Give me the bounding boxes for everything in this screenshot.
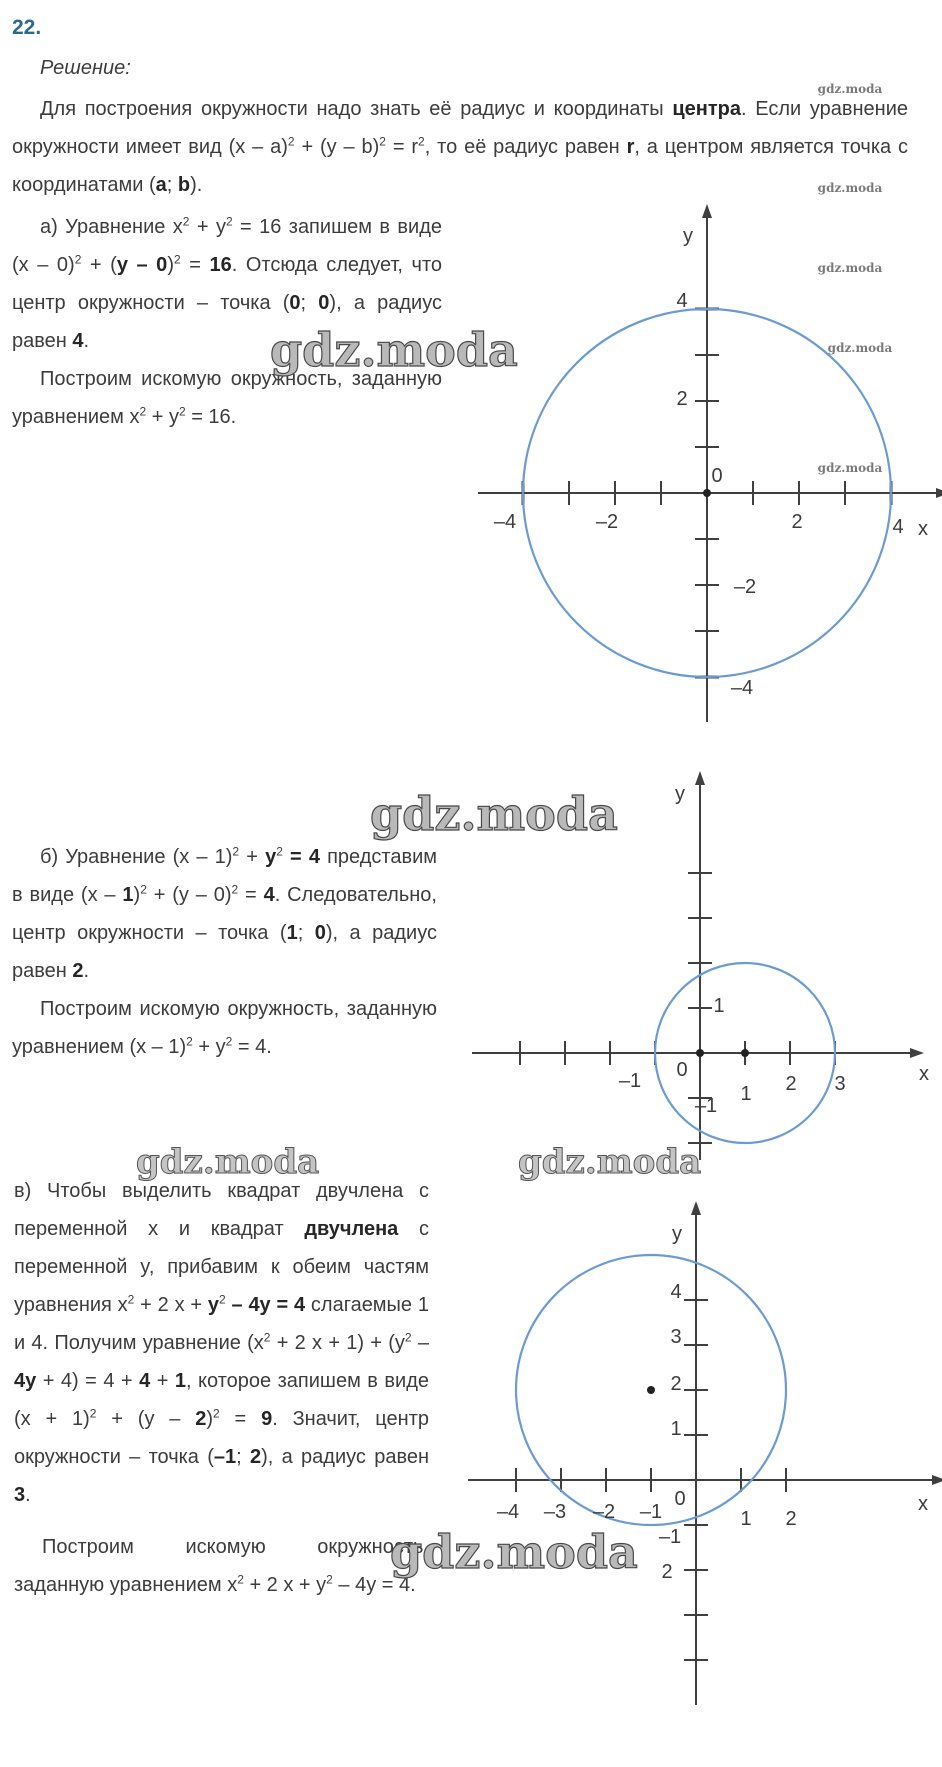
- y-tick-label: 4: [676, 290, 688, 312]
- y-tick-label: 4: [670, 1281, 682, 1303]
- x-tick-label: 2: [791, 511, 803, 533]
- watermark-small: gdz.moda: [817, 82, 883, 96]
- watermark-small: gdz.moda: [817, 181, 883, 195]
- x-tick-label: –1: [639, 1501, 663, 1523]
- origin-label: 0: [674, 1488, 686, 1510]
- watermark-big: gdz.moda: [518, 1142, 702, 1182]
- x-tick-label: 1: [740, 1083, 752, 1105]
- y-axis-arrow-icon: [691, 1201, 701, 1215]
- y-axis-arrow-icon: [702, 204, 712, 218]
- x-tick-label: 2: [785, 1508, 797, 1530]
- center-point: [647, 1386, 655, 1394]
- x-tick-label: 3: [834, 1073, 846, 1095]
- x-axis-label: x: [918, 518, 928, 540]
- x-tick-label: 2: [785, 1073, 797, 1095]
- y-tick-label: 2: [676, 388, 688, 410]
- y-tick-label: 1: [713, 995, 725, 1017]
- y-tick-label: 2: [670, 1373, 682, 1395]
- watermark-big: gdz.moda: [390, 1525, 638, 1579]
- x-tick-label: 4: [892, 516, 904, 538]
- watermark-big: gdz.moda: [136, 1142, 320, 1182]
- y-axis-label: y: [675, 783, 685, 805]
- y-axis-label: y: [672, 1223, 682, 1245]
- watermark-small: gdz.moda: [817, 461, 883, 475]
- center-point: [741, 1049, 749, 1057]
- intro-paragraph: Для построения окружности надо знать её радиус и координаты центра. Если уравнение окружности имеет вид $(x - a)^2 + (y - b)^2 = r^2$, то её радиус равен r, а центром является точка с координатами (a; b).: [12, 98, 909, 196]
- x-tick-label: –4: [493, 511, 517, 533]
- x-tick-label: 1: [740, 1508, 752, 1530]
- part-c-paragraph-2: Построим искомую окружность, заданную уравнением $x^2 + 2$ $x + y^2 - 4y = 4$.: [14, 1536, 429, 1596]
- exercise-number: 22.: [12, 16, 42, 39]
- origin-label: 0: [676, 1059, 688, 1081]
- watermark-big: gdz.moda: [270, 323, 518, 377]
- x-axis-arrow-icon: [932, 1475, 942, 1485]
- y-axis-label: y: [683, 225, 693, 247]
- y-tick-label: 1: [670, 1418, 682, 1440]
- x-tick-label: –1: [618, 1070, 642, 1092]
- part-a-paragraph-1: а) Уравнение $x^2 + y^2 = 16$ запишем в виде (x – 0)$^2$ + (y – 0)$^2$ = 16. Отсюда следует, что центр окружности – точка (0; 0), а радиус равен 4.: [12, 214, 443, 352]
- watermark-big: gdz.moda: [370, 787, 618, 841]
- x-axis-arrow-icon: [936, 488, 942, 498]
- part-b-paragraph-1: б) Уравнение $(x - 1)^2 + y^2 = 4$ представим в виде (x – 1)$^2$ + (y – 0)$^2$ = 4. Следовательно, центр окружности – точка (1; 0), а радиус равен 2.: [12, 844, 438, 982]
- y-axis-arrow-icon: [695, 771, 705, 785]
- y-tick-label: –2: [733, 576, 757, 598]
- origin-label: 0: [711, 465, 723, 487]
- solution-label: Решение:: [40, 57, 131, 79]
- y-tick-label: –1: [658, 1526, 682, 1548]
- watermark-small: gdz.moda: [817, 261, 883, 275]
- x-axis-label: x: [918, 1493, 928, 1515]
- x-tick-label: –2: [592, 1501, 616, 1523]
- x-tick-label: –4: [496, 1501, 520, 1523]
- part-a-paragraph-2: Построим искомую окружность, заданную уравнением $x^2 + y^2 = 16$.: [12, 368, 442, 428]
- origin-point: [696, 1049, 704, 1057]
- x-axis-label: x: [919, 1063, 929, 1085]
- x-tick-label: –3: [543, 1501, 567, 1523]
- x-axis-arrow-icon: [910, 1048, 924, 1058]
- y-tick-label: 3: [670, 1326, 682, 1348]
- x-tick-label: –2: [595, 511, 619, 533]
- y-tick-label: 2: [661, 1561, 673, 1583]
- part-c-paragraph-1: в) Чтобы выделить квадрат двучлена с переменной x и квадрат двучлена с переменной y, прибавим к обеим частям уравнения $x^2 + 2$ $x + y^2 - 4y = 4$ слагаемые 1 и 4. Получим уравнение ($x^2 + 2$ $x + 1) + (y^2 - 4y + 4) = 4 + 4 + 1$, которое запишем в виде $(x + 1)^2 + (y - 2)^2 = 9$. Значит, центр окружности – точка (–1; 2), а радиус равен 3.: [14, 1180, 430, 1506]
- center-point: [703, 489, 711, 497]
- y-tick-label: –1: [694, 1095, 718, 1117]
- part-b-paragraph-2: Построим искомую окружность, заданную уравнением $(x - 1)^2 + y^2 = 4$.: [12, 998, 437, 1058]
- y-tick-label: –4: [730, 677, 754, 699]
- watermark-small: gdz.moda: [827, 341, 893, 355]
